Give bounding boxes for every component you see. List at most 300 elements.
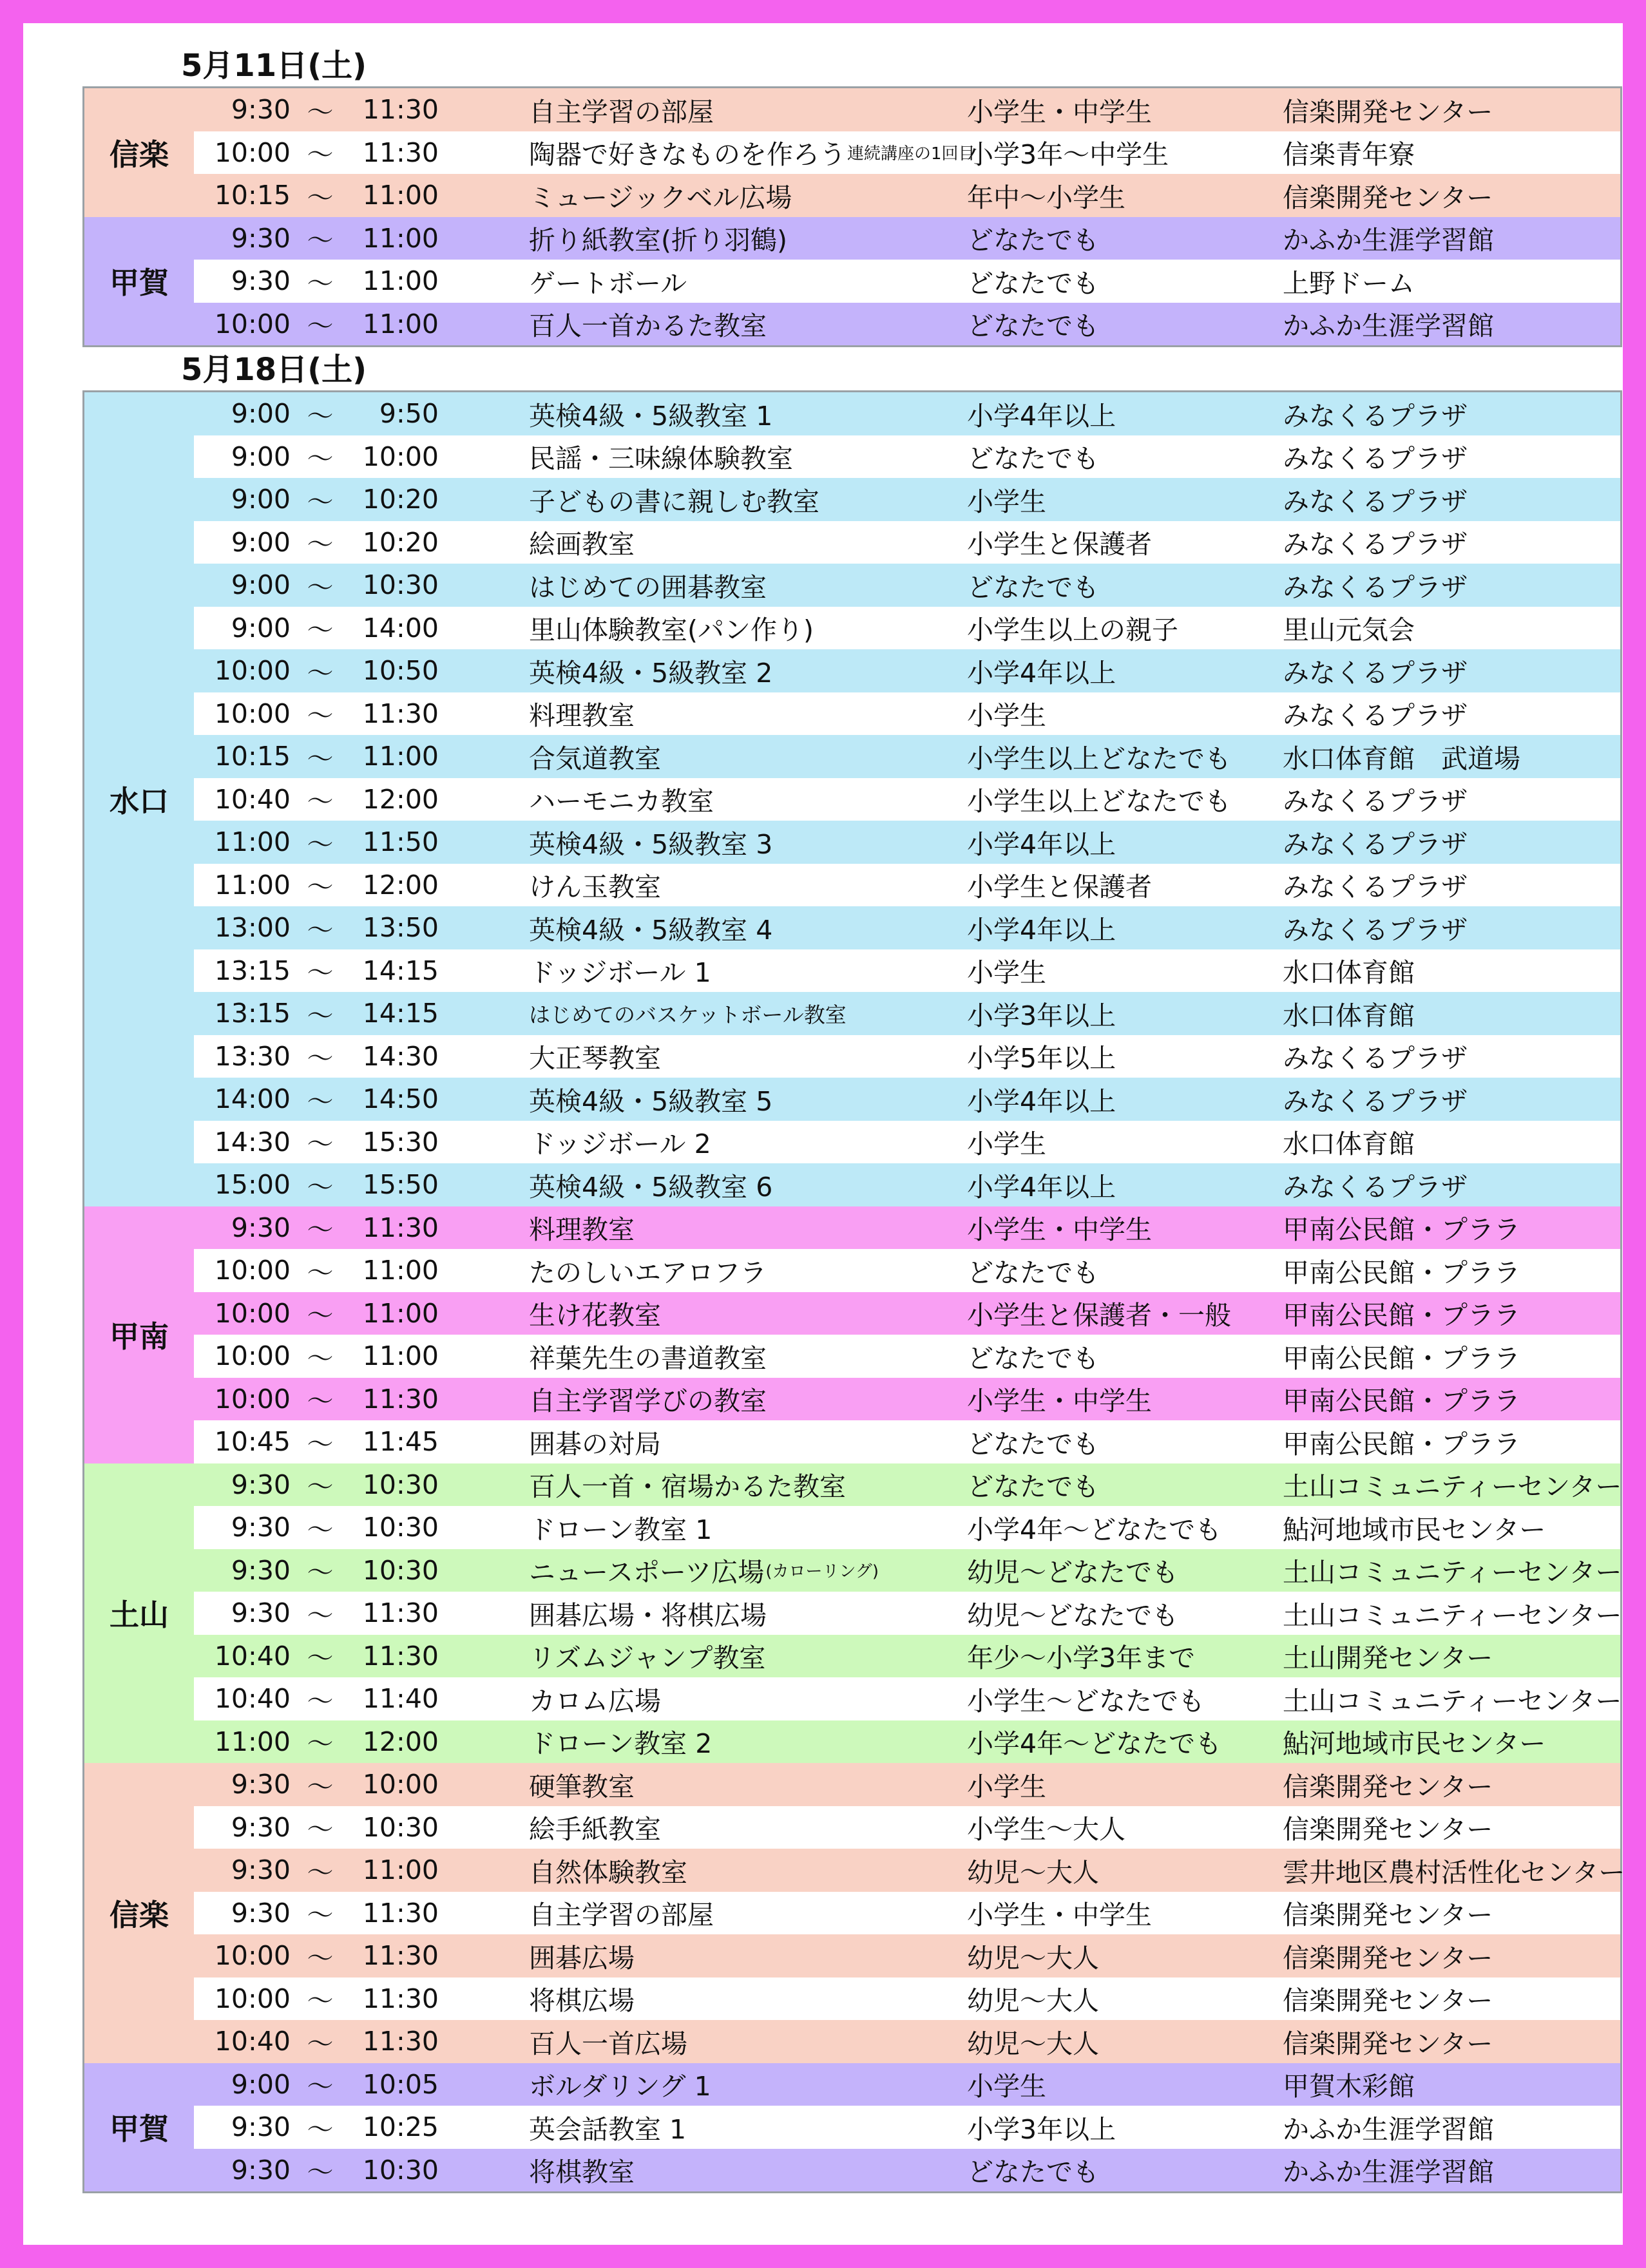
end-time: 11:45 [362,1426,439,1458]
end-time: 11:30 [362,1597,439,1629]
venue: 鮎河地域市民センター [1283,1728,1546,1760]
event-title [529,217,954,260]
event-title [529,2063,954,2106]
end-time: 10:05 [362,2068,439,2100]
event-title [529,478,954,521]
end-time: 10:50 [362,655,439,687]
venue: 甲南公民館・プララ [1283,1257,1520,1288]
venue: 鮎河地域市民センター [1283,1514,1546,1545]
venue: 甲南公民館・プララ [1283,1214,1520,1246]
table-row [194,649,1620,692]
venue: 土山コミュニティーセンター [1283,1557,1622,1588]
time-separator: ～ [307,96,334,128]
end-time: 14:15 [362,955,439,986]
table-row [194,131,1620,175]
venue: みなくるプラザ [1283,872,1468,903]
target-audience: 年中～小学生 [967,182,1125,213]
date-heading: 5月18日(土) [181,352,367,388]
time-separator: ～ [307,1171,334,1203]
venue: みなくるプラザ [1283,700,1468,732]
start-time: 10:00 [214,698,291,729]
area-label: 土山 [110,1597,169,1633]
event-title-text: はじめての囲碁教室 [529,571,767,603]
event-title-text: カロム広場 [529,1685,661,1717]
event-title-text: 囲碁広場 [529,1942,635,1974]
target-audience: 幼児～大人 [967,1942,1099,1974]
event-title [529,607,954,650]
event-title [529,1378,954,1421]
event-title [529,88,954,131]
start-time: 9:30 [231,1512,291,1543]
time-separator: ～ [307,1900,334,1931]
date-heading: 5月11日(土) [181,48,367,84]
table-row [194,1249,1620,1292]
event-title [529,2020,954,2063]
start-time: 9:00 [231,569,291,601]
target-audience: 小学生・中学生 [967,1386,1152,1417]
venue: みなくるプラザ [1283,1171,1468,1203]
start-time: 9:30 [231,1897,291,1929]
end-time: 9:50 [379,398,439,430]
venue: 信楽開発センター [1283,1985,1493,2017]
venue: 土山コミュニティーセンター [1283,1471,1622,1503]
table-row [194,1335,1620,1378]
table-row [194,435,1620,479]
end-time: 11:30 [362,1940,439,1972]
area-label: 甲賀 [110,265,169,301]
event-title-text: 自主学習学びの教室 [529,1386,767,1417]
table-row [194,1635,1620,1678]
event-title-text: ニュースポーツ広場 [529,1557,765,1588]
end-time: 11:40 [362,1683,439,1715]
time-separator: ～ [307,700,334,732]
event-title [529,864,954,907]
target-audience: 幼児～どなたでも [967,1599,1178,1631]
event-title [529,1977,954,2021]
target-audience: 小学生・中学生 [967,96,1152,128]
time-separator: ～ [307,1728,334,1760]
target-audience: どなたでも [967,1342,1099,1374]
time-separator: ～ [307,1771,334,1802]
time-separator: ～ [307,486,334,517]
table-row [194,1035,1620,1078]
start-time: 10:00 [214,1940,291,1972]
event-title [529,392,954,435]
venue: 土山コミュニティーセンター [1283,1599,1622,1631]
table-row [194,1420,1620,1463]
table-row [194,1463,1620,1507]
start-time: 13:15 [214,998,291,1029]
area-group [82,1463,1622,1766]
target-audience: 小学4年以上 [967,1171,1116,1203]
time-separator: ～ [307,957,334,989]
event-title [529,1592,954,1635]
start-time: 9:00 [231,484,291,515]
start-time: 9:00 [231,2068,291,2100]
table-row [194,88,1620,131]
start-time: 9:30 [231,1597,291,1629]
table-row [194,1292,1620,1335]
event-title-text: 子どもの書に親しむ教室 [529,486,819,517]
event-title-text: ドローン教室 1 [529,1514,713,1545]
target-audience: 年少～小学3年まで [967,1643,1196,1674]
event-title-note: 連続講座の1回目 [847,144,975,164]
venue: みなくるプラザ [1283,571,1468,603]
start-time: 10:40 [214,783,291,815]
venue: 甲南公民館・プララ [1283,1428,1520,1460]
area-label: 甲賀 [110,2111,169,2147]
start-time: 10:00 [214,1340,291,1372]
table-row [194,174,1620,217]
target-audience: 小学生 [967,700,1046,732]
venue: 信楽開発センター [1283,1900,1493,1931]
end-time: 10:30 [362,2154,439,2186]
venue: かふか生涯学習館 [1283,2157,1494,2188]
table-row [194,217,1620,260]
time-separator: ～ [307,743,334,774]
target-audience: 小学生以上どなたでも [967,743,1231,774]
event-title [529,2149,954,2192]
event-title-text: 硬筆教室 [529,1771,635,1802]
table-row [194,2149,1620,2192]
target-audience: 小学生以上の親子 [967,615,1178,646]
table-row [194,992,1620,1035]
end-time: 10:30 [362,1469,439,1500]
event-title-text: 里山体験教室(パン作り) [529,615,814,646]
start-time: 9:30 [231,265,291,297]
area-label: 信楽 [110,1897,169,1932]
event-title-text: 自主学習の部屋 [529,96,714,128]
event-title-text: 英検4級・5級教室 5 [529,1085,773,1117]
end-time: 11:00 [362,1255,439,1286]
event-title [529,649,954,692]
table-row [194,1121,1620,1164]
venue: 信楽青年寮 [1283,139,1415,171]
end-time: 14:30 [362,1040,439,1072]
end-time: 11:30 [362,1383,439,1415]
target-audience: 小学4年～どなたでも [967,1728,1222,1760]
table-row [194,1163,1620,1206]
time-separator: ～ [307,1386,334,1417]
time-separator: ～ [307,1085,334,1117]
end-time: 11:30 [362,1640,439,1672]
end-time: 14:15 [362,998,439,1029]
event-title [529,1206,954,1250]
time-separator: ～ [307,443,334,475]
end-time: 11:00 [362,1854,439,1886]
end-time: 11:30 [362,137,439,168]
target-audience: 小学生と保護者 [967,529,1152,560]
start-time: 9:30 [231,1212,291,1243]
time-separator: ～ [307,571,334,603]
table-row [194,778,1620,821]
start-time: 9:30 [231,2111,291,2143]
target-audience: 小学生以上どなたでも [967,786,1231,817]
target-audience: 小学生 [967,1129,1046,1160]
target-audience: 幼児～大人 [967,2028,1099,2059]
end-time: 11:00 [362,265,439,297]
event-title-text: 合気道教室 [529,743,661,774]
venue: 水口体育館 [1283,1000,1415,1031]
end-time: 11:50 [362,826,439,858]
time-separator: ～ [307,914,334,946]
event-title-text: ドッジボール 2 [529,1129,711,1160]
time-separator: ～ [307,2113,334,2145]
start-time: 10:00 [214,1383,291,1415]
time-separator: ～ [307,267,334,299]
target-audience: 小学生～どなたでも [967,1685,1205,1717]
event-title [529,1506,954,1549]
event-title [529,1292,954,1335]
event-title-text: たのしいエアロフラ [529,1257,767,1288]
table-row [194,564,1620,607]
event-title-text: 英検4級・5級教室 4 [529,914,773,946]
end-time: 10:20 [362,484,439,515]
end-time: 10:30 [362,1811,439,1843]
start-time: 10:00 [214,137,291,168]
start-time: 9:00 [231,398,291,430]
event-title [529,1635,954,1678]
event-title [529,1078,954,1121]
end-time: 10:00 [362,1769,439,1800]
table-row [194,1078,1620,1121]
time-separator: ～ [307,529,334,560]
start-time: 11:00 [214,1726,291,1757]
event-title-text: 英検4級・5級教室 6 [529,1171,773,1203]
time-separator: ～ [307,139,334,171]
area-group [82,2063,1622,2194]
time-separator: ～ [307,1428,334,1460]
target-audience: 小学3年～中学生 [967,139,1169,171]
event-title-note: (カローリング) [765,1562,879,1582]
target-audience: 小学4年以上 [967,400,1116,432]
event-title-text: ボルダリング 1 [529,2071,711,2102]
start-time: 14:30 [214,1126,291,1158]
table-row [194,2020,1620,2063]
event-title-text: 絵手紙教室 [529,1814,661,1845]
event-title [529,778,954,821]
target-audience: 小学生・中学生 [967,1900,1152,1931]
start-time: 9:30 [231,1469,291,1500]
event-title [529,1806,954,1849]
event-title-text: 料理教室 [529,700,635,732]
area-group [82,86,1622,219]
event-title-text: ハーモニカ教室 [529,786,714,817]
event-title-text: ドローン教室 2 [529,1728,713,1760]
event-title [529,303,954,346]
start-time: 9:00 [231,441,291,472]
end-time: 11:30 [362,698,439,729]
venue: 里山元気会 [1283,615,1415,646]
end-time: 10:20 [362,526,439,558]
venue: かふか生涯学習館 [1283,225,1494,256]
start-time: 10:40 [214,1640,291,1672]
time-separator: ～ [307,1300,334,1331]
target-audience: 小学4年以上 [967,1085,1116,1117]
start-time: 10:00 [214,308,291,339]
target-audience: 小学生と保護者・一般 [967,1300,1231,1331]
area-label: 信楽 [110,137,169,172]
target-audience: どなたでも [967,1428,1099,1460]
venue: 土山コミュニティーセンター [1283,1685,1622,1717]
venue: 信楽開発センター [1283,96,1493,128]
event-title [529,1121,954,1164]
event-title-text: けん玉教室 [529,872,661,903]
start-time: 9:30 [231,1769,291,1800]
venue: 信楽開発センター [1283,182,1493,213]
table-row [194,1592,1620,1635]
venue: 水口体育館 [1283,957,1415,989]
event-title [529,949,954,993]
table-row [194,1849,1625,1892]
start-time: 11:00 [214,826,291,858]
end-time: 11:30 [362,2026,439,2057]
end-time: 15:50 [362,1169,439,1201]
time-separator: ～ [307,1814,334,1845]
area-label: 甲南 [110,1319,169,1354]
target-audience: どなたでも [967,1471,1099,1503]
event-title [529,521,954,564]
table-row [194,692,1620,736]
start-time: 9:00 [231,526,291,558]
start-time: 14:00 [214,1083,291,1115]
time-separator: ～ [307,1985,334,2017]
end-time: 11:00 [362,308,439,339]
start-time: 10:00 [214,1255,291,1286]
start-time: 13:15 [214,955,291,986]
target-audience: どなたでも [967,1257,1099,1288]
target-audience: 小学生・中学生 [967,1214,1152,1246]
start-time: 9:30 [231,1811,291,1843]
event-title-text: ドッジボール 1 [529,957,711,989]
event-title [529,992,954,1035]
time-separator: ～ [307,1000,334,1031]
event-title [529,692,954,736]
target-audience: 小学生 [967,957,1046,989]
table-row [194,906,1620,949]
start-time: 15:00 [214,1169,291,1201]
time-separator: ～ [307,1257,334,1288]
venue: みなくるプラザ [1283,828,1468,860]
target-audience: 小学3年以上 [967,2113,1116,2145]
end-time: 12:00 [362,869,439,901]
time-separator: ～ [307,1342,334,1374]
event-title-text: 百人一首広場 [529,2028,687,2059]
event-title-text: 英会話教室 1 [529,2113,687,2145]
target-audience: 小学4年以上 [967,914,1116,946]
event-title-text: 絵画教室 [529,529,635,560]
event-title-text: 自然体験教室 [529,1856,687,1888]
table-row [194,607,1620,650]
event-title-text: 祥葉先生の書道教室 [529,1342,767,1374]
venue: 信楽開発センター [1283,1771,1493,1802]
end-time: 15:30 [362,1126,439,1158]
time-separator: ～ [307,400,334,432]
venue: みなくるプラザ [1283,914,1468,946]
time-separator: ～ [307,1514,334,1545]
time-separator: ～ [307,1471,334,1503]
venue: 甲南公民館・プララ [1283,1300,1520,1331]
time-separator: ～ [307,872,334,903]
event-title [529,1720,954,1764]
time-separator: ～ [307,1214,334,1246]
venue: みなくるプラザ [1283,1085,1468,1117]
table-row [194,864,1620,907]
venue: みなくるプラザ [1283,486,1468,517]
table-row [194,821,1620,864]
end-time: 14:00 [362,612,439,643]
start-time: 10:00 [214,1983,291,2014]
venue: みなくるプラザ [1283,443,1468,475]
table-row [194,1892,1620,1935]
event-title [529,821,954,864]
table-row [194,392,1620,435]
event-title-text: リズムジャンプ教室 [529,1643,766,1674]
time-separator: ～ [307,310,334,342]
time-separator: ～ [307,2028,334,2059]
table-row [194,1977,1620,2021]
event-title-text: 囲碁広場・将棋広場 [529,1599,767,1631]
start-time: 13:30 [214,1040,291,1072]
start-time: 9:00 [231,612,291,643]
start-time: 10:15 [214,741,291,772]
event-title [529,435,954,479]
event-title [529,1849,954,1892]
table-row [194,1378,1620,1421]
area-group [82,1206,1622,1465]
time-separator: ～ [307,1599,334,1631]
event-title-text: 折り紙教室(折り羽鶴) [529,225,787,256]
start-time: 10:00 [214,655,291,687]
start-time: 10:40 [214,1683,291,1715]
time-separator: ～ [307,1856,334,1888]
event-title [529,260,954,303]
target-audience: どなたでも [967,2157,1099,2188]
venue: みなくるプラザ [1283,657,1468,689]
venue: 土山開発センター [1283,1643,1493,1674]
venue: みなくるプラザ [1283,529,1468,560]
event-title-text: 英検4級・5級教室 2 [529,657,773,689]
target-audience: 幼児～大人 [967,1985,1099,2017]
event-title-text: 英検4級・5級教室 3 [529,828,773,860]
event-title [529,1463,954,1507]
table-row [194,1549,1620,1592]
event-title [529,131,975,175]
target-audience: どなたでも [967,443,1099,475]
target-audience: 小学5年以上 [967,1043,1116,1074]
table-row [194,1934,1620,1977]
target-audience: どなたでも [967,267,1099,299]
time-separator: ～ [307,1129,334,1160]
target-audience: 小学4年以上 [967,657,1116,689]
target-audience: 小学4年～どなたでも [967,1514,1222,1545]
event-title [529,1420,954,1463]
target-audience: 幼児～大人 [967,1856,1099,1888]
event-title-text: 将棋教室 [529,2157,635,2188]
time-separator: ～ [307,657,334,689]
end-time: 12:00 [362,1726,439,1757]
target-audience: 小学3年以上 [967,1000,1116,1031]
time-separator: ～ [307,2071,334,2102]
time-separator: ～ [307,615,334,646]
end-time: 11:00 [362,180,439,211]
event-title [529,1763,954,1806]
venue: 甲南公民館・プララ [1283,1342,1520,1374]
end-time: 12:00 [362,783,439,815]
event-title [529,1934,954,1977]
table-row [194,521,1620,564]
venue: みなくるプラザ [1283,400,1468,432]
